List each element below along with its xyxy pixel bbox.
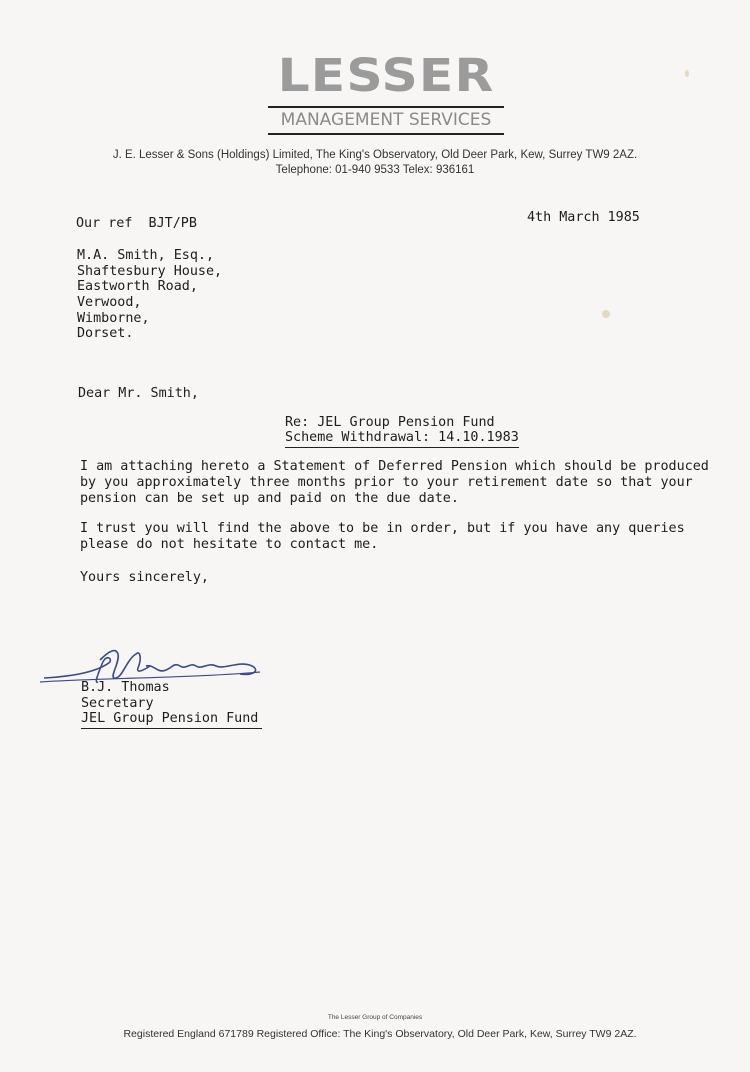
paper-spot — [602, 310, 610, 318]
body-line: I trust you will find the above to be in order, but if you have any queries — [80, 521, 685, 536]
address-line: Wimborne, — [77, 311, 150, 326]
signatory-name: B.J. Thomas — [81, 680, 170, 695]
company-logo — [268, 49, 504, 135]
address-line: Verwood, — [77, 295, 142, 310]
letter-date: 4th March 1985 — [527, 210, 640, 225]
letterhead-contact: Telephone: 01-940 9533 Telex: 936161 — [275, 164, 475, 176]
signatory-organisation: JEL Group Pension Fund — [81, 711, 262, 729]
footer-registration: Registered England 671789 Registered Office: The King's Observatory, Old Deer Park, Kew, Surrey TW9 2AZ. — [123, 1028, 637, 1040]
address-line: Shaftesbury House, — [77, 264, 223, 279]
salutation: Dear Mr. Smith, — [78, 386, 199, 401]
address-line: Eastworth Road, — [77, 279, 198, 294]
logo-rule — [268, 106, 504, 108]
address-line: Dorset. — [77, 326, 134, 341]
paper-spot — [685, 70, 689, 77]
logo-rule-bottom — [268, 133, 504, 135]
subject-line-1: Re: JEL Group Pension Fund — [285, 415, 495, 430]
subject-line-2: Scheme Withdrawal: 14.10.1983 — [285, 430, 519, 448]
body-line: by you approximately three months prior to your retirement date so that your — [80, 475, 693, 490]
body-line: please do not hesitate to contact me. — [80, 537, 379, 552]
body-line: I am attaching hereto a Statement of Deferred Pension which should be produced — [80, 459, 709, 474]
logo-wordmark: LESSER — [277, 49, 495, 102]
address-line: M.A. Smith, Esq., — [77, 248, 215, 263]
our-reference: Our ref BJT/PB — [76, 216, 197, 231]
closing: Yours sincerely, — [80, 570, 209, 585]
body-line: pension can be set up and paid on the due date. — [80, 491, 459, 506]
footer-group: The Lesser Group of Companies — [327, 1014, 423, 1021]
logo-subtitle: MANAGEMENT SERVICES — [280, 110, 492, 130]
signatory-title: Secretary — [81, 696, 154, 711]
letterhead-address: J. E. Lesser & Sons (Holdings) Limited, The King's Observatory, Old Deer Park, Kew, Surrey TW9 2AZ. — [112, 149, 638, 161]
